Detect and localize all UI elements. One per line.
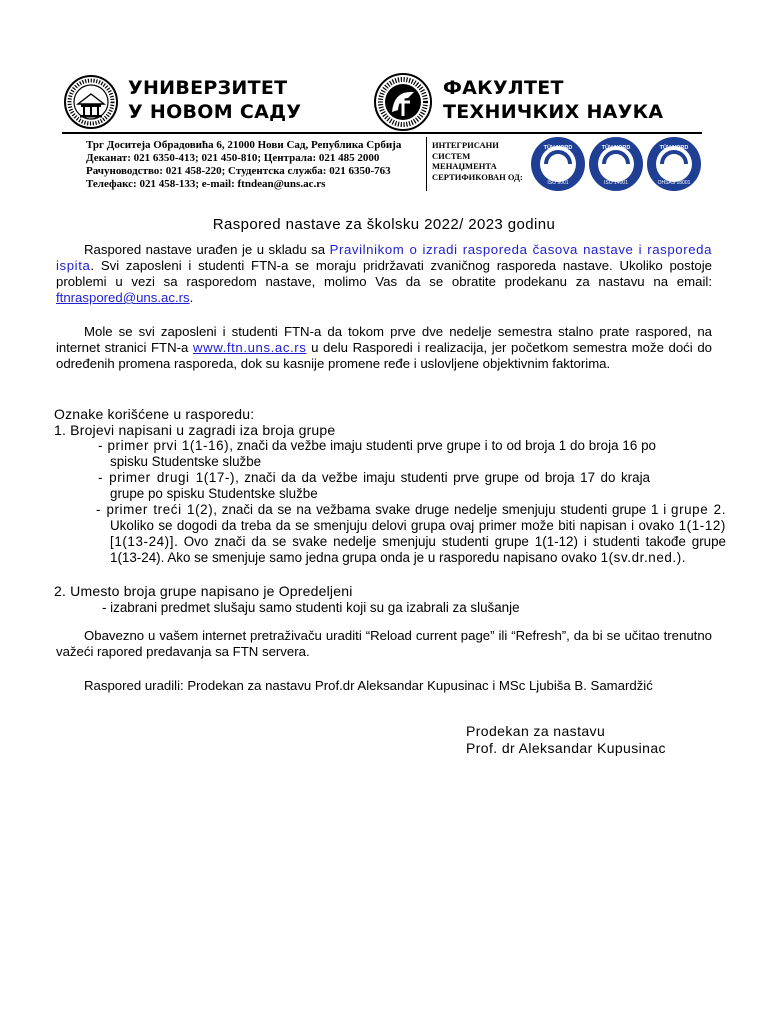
example-first [98,438,656,470]
elective-note: - izabrani predmet slušaju samo studenti koji su ga izabrali za slušanje [102,600,520,615]
badge-brand: TÜV NORD [543,145,573,151]
university-name-line1: УНИВЕРЗИТЕТ [128,77,288,99]
contact-address: Трг Доситеја Обрадовића 6, 21000 Нови Сад, Република Србија [86,139,402,151]
notice-text: Mole se svi zaposleni i studenti FTN-a da tokom prve dve nedelje semestra stalno prate raspored, na internet stranici FTN-a [56,324,712,355]
faculty-name-line1: ФАКУЛТЕТ [443,77,564,99]
contact-info [86,139,422,191]
cert-label-line: СИСТЕМ [432,150,471,161]
badge-brand: TÜV NORD [659,145,689,151]
section-1-heading: 1. Brojevi napisani u zagradi iza broja grupe [54,422,336,438]
contact-fax-email: Телефакс: 021 458-133; e-mail: ftndean@uns.ac.rs [86,178,326,190]
legend-heading: Oznake korišćene u rasporedu: [54,406,255,422]
rulebook-link[interactable]: Pravilnikom o izradi rasporeda časova nastave i rasporeda ispita [56,242,712,273]
cert-label-line: СЕРТИФИКОВАН ОД: [432,171,523,182]
section-2-heading: 2. Umesto broja grupe napisano je Opredeljeni [54,583,353,599]
tuv-nord-cert-icon [588,136,644,192]
header-vertical-divider [426,137,427,191]
example-text: . Ovo znači da se svake nedelje smenjuju studenti grupe 1(1-12) i studenti takođe grupe 1(13-24). Ako se smenjuje samo jedna grupa onda je u rasporedu napisano ovako [110,534,726,565]
example-label: - primer drugi 1(17-) [98,470,236,485]
cert-label-line: ИНТЕГРИСАНИ [432,140,499,150]
badge-standard: OHSAS 18001 [657,180,691,186]
notice-text: u delu Rasporedi i realizacija, jer početkom semestra može doći do određenih promena rasporeda, dok su kasnije promene ređe i uslovljene objektivnim faktorima. [56,340,712,371]
document-title: Raspored nastave za školsku 2022/ 2023 godinu [212,216,556,233]
faculty-seal-icon [372,72,434,132]
website-link[interactable]: www.ftn.uns.ac.rs [192,340,307,355]
example-label: - primer treći 1(2) [96,502,214,517]
tuv-nord-cert-icon [646,136,702,192]
contact-dean-office: Деканат: 021 6350-413; 021 450-810; Централа: 021 485 2000 [86,152,380,164]
authors-paragraph [56,678,712,694]
university-name [128,76,301,124]
badge-brand: TÜV NORD [601,145,631,151]
cert-label-line: МЕНАЏМЕНТА [432,161,497,171]
email-link[interactable]: ftnraspored@uns.ac.rs [56,290,190,305]
faculty-name [443,76,663,124]
example-text: Ukoliko se dogodi da treba da se smenjuju delovi grupa ovaj primer može biti napisan i ovako [110,518,679,533]
example-text: 1(1-12)[1(13-24)] [110,518,726,549]
contact-accounting: Рачуноводство: 021 458-220; Студентска служба: 021 6350-763 [86,165,391,177]
example-second [98,470,650,502]
faculty-name-line2: ТЕХНИЧКИХ НАУКА [443,101,664,123]
example-text: grupe 2. [671,502,727,517]
refresh-paragraph [56,628,712,660]
header-divider [62,132,702,134]
intro-text: Raspored nastave urađen je u skladu sa [84,242,330,257]
example-label: - primer prvi 1(1-16) [98,438,230,453]
authors-text: Raspored uradili: Prodekan za nastavu Prof.dr Aleksandar Kupusinac i MSc Ljubiša B. Samardžić [84,678,653,693]
signature-title: Prodekan za nastavu [466,723,606,739]
letterhead [62,74,692,130]
example-text: , znači da da vežbe imaju studenti prve grupe od broja 17 do kraja grupe po spisku Studentske službe [110,470,650,501]
badge-standard: ISO 9001 [547,180,569,186]
badge-standard: ISO 14001 [604,180,628,186]
example-text: , znači da vežbe imaju studenti prve grupe i to od broja 1 do broja 16 po spisku Studentske službe [110,438,656,469]
intro-text: . [189,290,194,305]
intro-paragraph [56,242,712,306]
signature-name: Prof. dr Aleksandar Kupusinac [466,740,666,756]
tuv-nord-cert-icon [530,136,586,192]
university-seal-icon [62,74,120,130]
example-third [96,502,726,566]
intro-text: . Svi zaposleni i studenti FTN-a se moraju pridržavati zvaničnog rasporeda nastave. Ukoliko postoje problemi u vezi sa rasporedom nastave, molimo Vas da se obratite prodekanu za nastavu na email: [56,258,712,289]
university-name-line2: У НОВОМ САДУ [128,101,302,123]
refresh-text: Obavezno u vašem internet pretraživaču uraditi “Reload current page” ili “Refresh”, da bi se učitao trenutno važeći rapored predavanja sa FTN servera. [56,628,712,659]
example-text: 1(sv.dr.ned.) [600,550,682,565]
example-text: . [681,550,686,565]
notice-paragraph [56,324,712,372]
certification-badges [530,136,702,192]
example-text: , znači da se na vežbama svake druge nedelje smenjuju studenti grupe 1 i [213,502,672,517]
certification-label [432,140,528,182]
